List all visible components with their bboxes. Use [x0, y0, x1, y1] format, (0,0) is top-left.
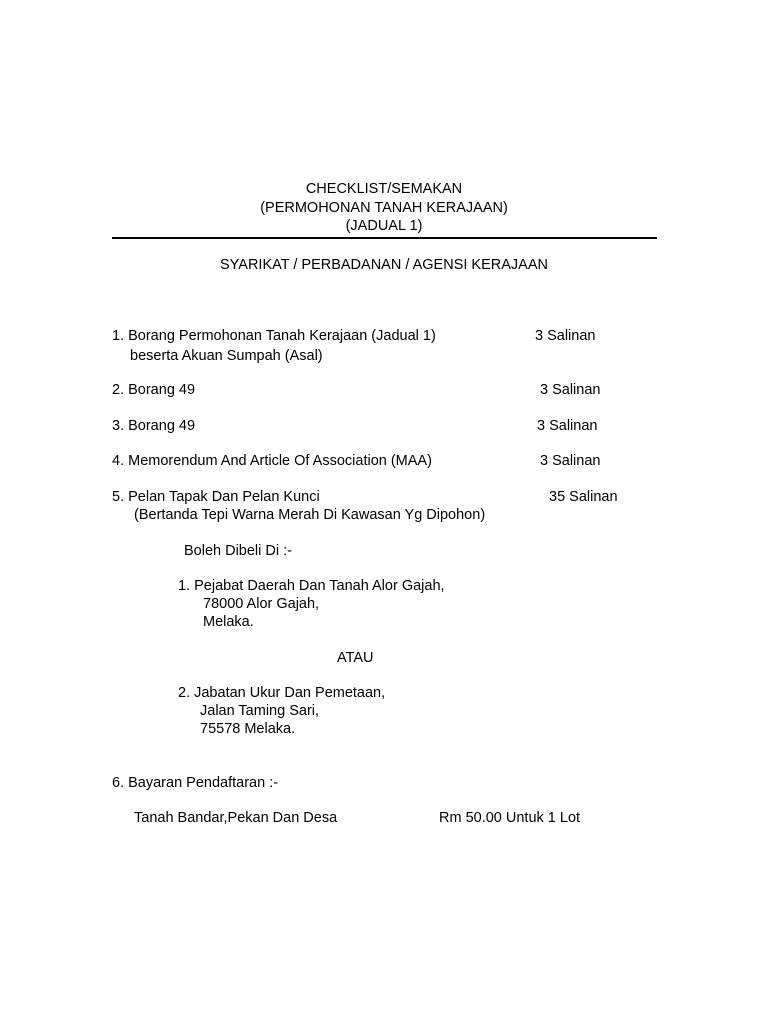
item-4-copies: 3 Salinan: [540, 453, 601, 469]
item-3-label: 3. Borang 49: [112, 418, 196, 434]
item-2-copies: 3 Salinan: [540, 382, 601, 398]
purchase-option-2-line1: 2. Jabatan Ukur Dan Pemetaan,: [178, 685, 386, 701]
item-3-copies: 3 Salinan: [537, 418, 598, 434]
item-4-label: 4. Memorendum And Article Of Association (MAA): [112, 453, 432, 469]
title-line-3: (JADUAL 1): [345, 218, 423, 234]
item-1-label: 1. Borang Permohonan Tanah Kerajaan (Jadual 1): [112, 328, 436, 344]
purchase-option-2-line3: 75578 Melaka.: [200, 721, 296, 737]
payment-heading: 6. Bayaran Pendaftaran :-: [112, 775, 279, 791]
purchase-option-1-line1: 1. Pejabat Daerah Dan Tanah Alor Gajah,: [178, 578, 445, 594]
purchase-separator: ATAU: [337, 650, 374, 666]
item-5-copies: 35 Salinan: [549, 489, 618, 505]
item-1-label-line2: beserta Akuan Sumpah (Asal): [130, 348, 323, 364]
header-divider: [112, 237, 657, 239]
item-5-label: 5. Pelan Tapak Dan Pelan Kunci: [112, 489, 320, 505]
purchase-heading: Boleh Dibeli Di :-: [184, 543, 292, 559]
purchase-option-1-line2: 78000 Alor Gajah,: [203, 596, 320, 612]
item-5-label-line2: (Bertanda Tepi Warna Merah Di Kawasan Yg Dipohon): [134, 507, 486, 523]
purchase-option-1-line3: Melaka.: [203, 614, 254, 630]
subtitle: SYARIKAT / PERBADANAN / AGENSI KERAJAAN: [220, 257, 548, 273]
payment-category: Tanah Bandar,Pekan Dan Desa: [134, 810, 338, 826]
payment-amount: Rm 50.00 Untuk 1 Lot: [439, 810, 581, 826]
title-line-2: (PERMOHONAN TANAH KERAJAAN): [260, 200, 508, 216]
item-1-copies: 3 Salinan: [535, 328, 596, 344]
purchase-option-2-line2: Jalan Taming Sari,: [200, 703, 320, 719]
item-2-label: 2. Borang 49: [112, 382, 196, 398]
title-line-1: CHECKLIST/SEMAKAN: [305, 181, 463, 197]
